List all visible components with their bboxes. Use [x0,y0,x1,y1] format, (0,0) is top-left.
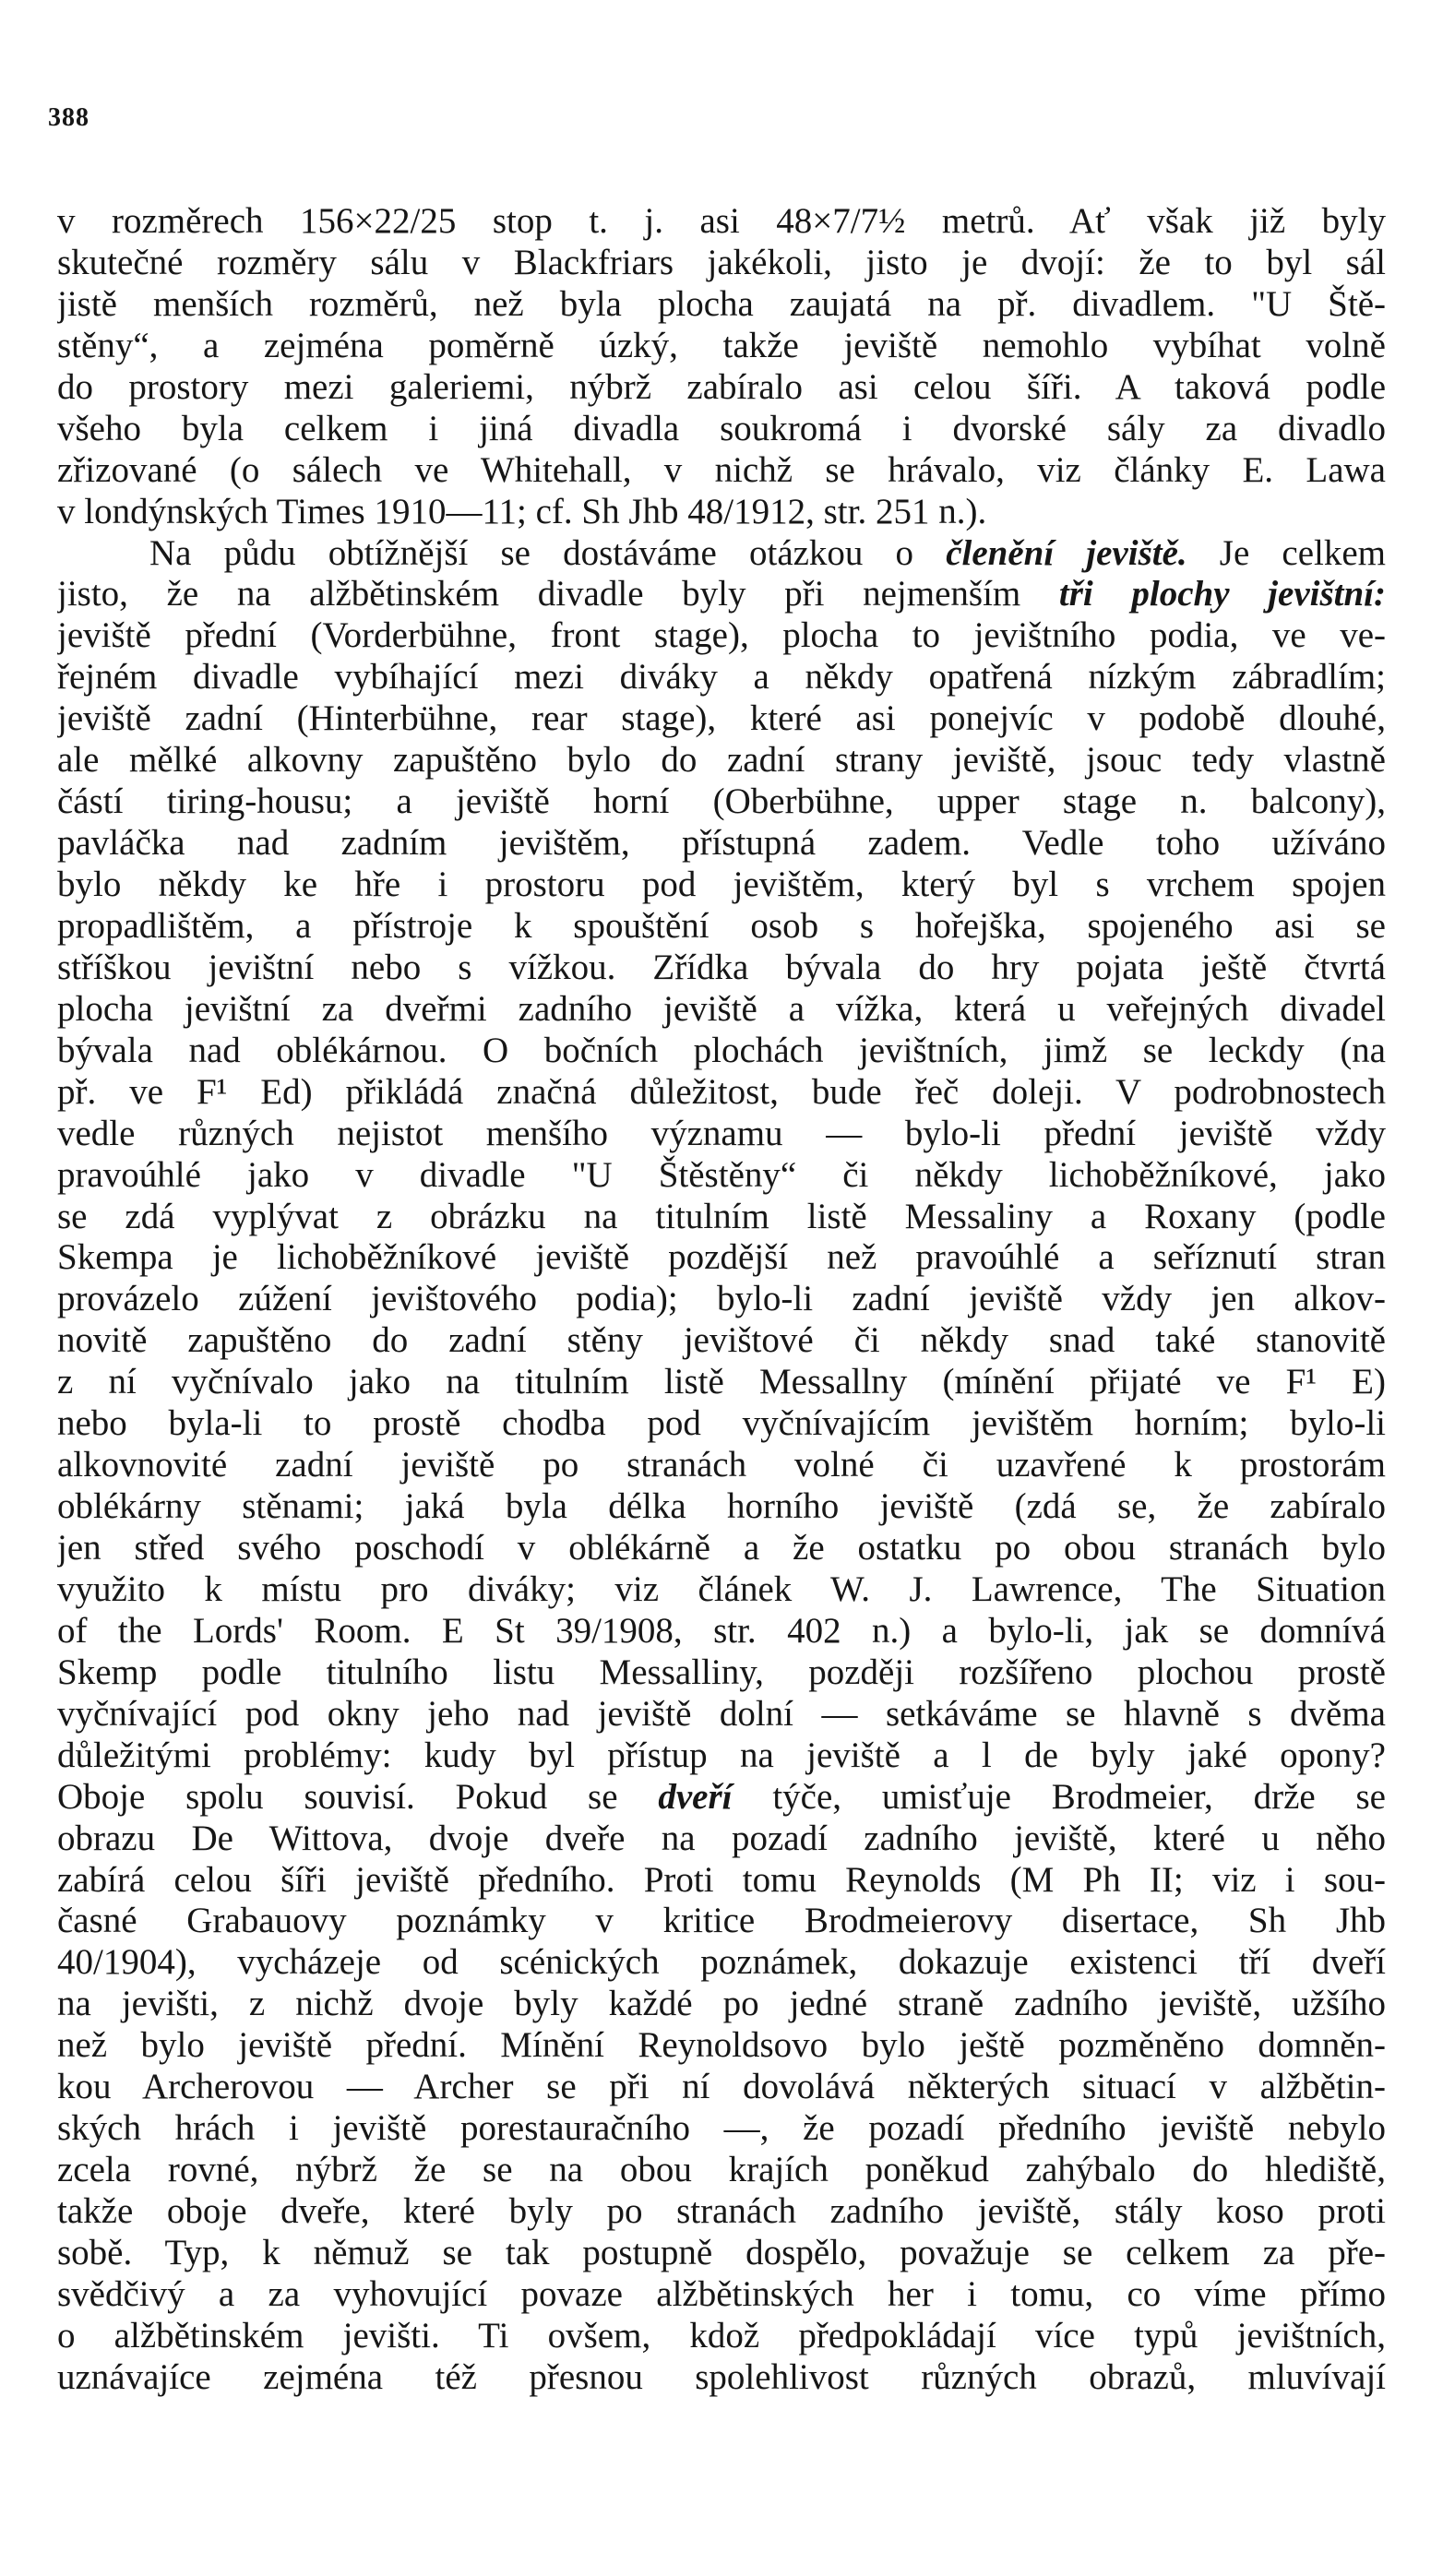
text-line: zřizované (o sálech ve Whitehall, v nichž se hrávalo, viz články E. Lawa [57,449,1386,490]
text-line: provázelo zúžení jevištového podia); bylo-li zadní jeviště vždy jen alkov- [57,1279,1386,1319]
text-line: než bylo jeviště přední. Mínění Reynoldsovo bylo ještě pozměněno domněn- [57,2025,1386,2066]
text-line: jistě menších rozměrů, než byla plocha zaujatá na př. divadlem. "U Ště- [57,283,1386,324]
text-line: časné Grabauovy poznámky v kritice Brodmeierovy disertace, Sh Jhb [57,1901,1386,1941]
text-segment: Je celkem [1187,532,1386,573]
body-text [57,201,1386,2399]
text-line: ale mělké alkovny zapuštěno bylo do zadní strany jeviště, jsouc tedy vlastně [57,740,1386,781]
emphasized-term: dveří [658,1776,733,1817]
text-line: př. ve F¹ Ed) přikládá značná důležitost, bude řeč doleji. V podrobnostech [57,1071,1386,1112]
text-line: alkovnovité zadní jeviště po stranách volné či uzavřené k prostorám [57,1445,1386,1485]
text-line: nebo byla-li to prostě chodba pod vyčnívajícím jevištěm horním; bylo-li [57,1403,1386,1444]
text-line: jen střed svého poschodí v oblékárně a že ostatku po obou stranách bylo [57,1528,1386,1568]
text-line: pavláčka nad zadním jevištěm, přístupná zadem. Vedle toho užíváno [57,823,1386,864]
text-line: bývala nad oblékárnou. O bočních plochách jevištních, jimž se leckdy (na [57,1030,1386,1070]
text-line: uznávajíce zejména též přesnou spolehlivost různých obrazů, mluvívají [57,2356,1386,2397]
text-line: stěny“, a zejména poměrně úzký, takže jeviště nemohlo vybíhat volně [57,325,1386,365]
text-line: zabírá celou šíři jeviště předního. Proti tomu Reynolds (M Ph II; viz i sou- [57,1859,1386,1900]
text-line: Skempa je lichoběžníkové jeviště pozdější než pravoúhlé a seříznutí stran [57,1237,1386,1278]
text-line: důležitými problémy: kudy byl přístup na jeviště a l de byly jaké opony? [57,1735,1386,1775]
text-segment: jisto, že na alžbětinském divadle byly při nejmenším [57,574,1059,614]
text-line: obrazu De Wittova, dvoje dveře na pozadí zadního jeviště, které u něho [57,1818,1386,1858]
page-number: 388 [48,103,89,132]
text-line: využito k místu pro diváky; viz článek W. J. Lawrence, The Situation [57,1568,1386,1609]
text-line [57,1777,1386,1819]
text-line [57,574,1386,615]
text-line: takže oboje dveře, které byly po stranách zadního jeviště, stály koso proti [57,2191,1386,2231]
text-segment: Oboje spolu souvisí. Pokud se [57,1776,659,1817]
text-line: Skemp podle titulního listu Messalliny, později rozšířeno plochou prostě [57,1652,1386,1692]
text-line: sobě. Typ, k němuž se tak postupně dospělo, považuje se celkem za pře- [57,2232,1386,2272]
text-line [57,533,1386,575]
text-line: skutečné rozměry sálu v Blackfriars jakékoli, jisto je dvojí: že to byl sál [57,242,1386,282]
text-line: do prostory mezi galeriemi, nýbrž zabíralo asi celou šíři. A taková podle [57,366,1386,407]
text-line: řejném divadle vybíhající mezi diváky a někdy opatřená nízkým zábradlím; [57,657,1386,698]
text-line: plocha jevištní za dveřmi zadního jeviště a vížka, která u veřejných divadel [57,988,1386,1029]
text-line: v rozměrech 156×22/25 stop t. j. asi 48×7/7½ metrů. Ať však již byly [57,201,1386,241]
text-line: o alžbětinském jevišti. Ti ovšem, kdož předpokládají více typů jevištních, [57,2315,1386,2355]
text-segment: týče, umisťuje Brodmeier, drže se [732,1776,1386,1817]
text-line: vedle různých nejistot menšího významu — bylo-li přední jeviště vždy [57,1113,1386,1153]
text-line: svědčivý a za vyhovující povaze alžbětinských her i tomu, co víme přímo [57,2273,1386,2314]
text-line: jeviště přední (Vorderbühne, front stage), plocha to jevištního podia, ve ve- [57,615,1386,656]
text-line: ských hrách i jeviště porestauračního —, že pozadí předního jeviště nebylo [57,2108,1386,2149]
text-line: jeviště zadní (Hinterbühne, rear stage), které asi ponejvíc v podobě dlouhé, [57,698,1386,739]
text-line: z ní vyčnívalo jako na titulním listě Messallny (mínění přijaté ve F¹ E) [57,1362,1386,1402]
text-line: stříškou jevištní nebo s vížkou. Zřídka bývala do hry pojata ještě čtvrtá [57,947,1386,987]
text-line: bylo někdy ke hře i prostoru pod jevištěm, který byl s vrchem spojen [57,865,1386,904]
text-line: se zdá vyplývat z obrázku na titulním listě Messaliny a Roxany (podle [57,1196,1386,1236]
text-line: kou Archerovou — Archer se při ní dovolává některých situací v alžbětin- [57,2067,1386,2107]
text-line: všeho byla celkem i jiná divadla soukromá i dvorské sály za divadlo [57,408,1386,448]
text-line: vyčnívající pod okny jeho nad jeviště dolní — setkáváme se hlavně s dvěma [57,1693,1386,1734]
emphasized-term: tři plochy jevištní: [1058,574,1386,614]
text-line: částí tiring-housu; a jeviště horní (Oberbühne, upper stage n. balcony), [57,781,1386,822]
emphasized-term: členění jeviště. [946,532,1187,573]
text-line: na jevišti, z nichž dvoje byly každé po jedné straně zadního jeviště, užšího [57,1984,1386,2024]
text-line: propadlištěm, a přístroje k spouštění osob s hořejška, spojeného asi se [57,905,1386,946]
text-line: pravoúhlé jako v divadle "U Štěstěny“ či někdy lichoběžníkové, jako [57,1154,1386,1195]
text-line: v londýnských Times 1910—11; cf. Sh Jhb 48/1912, str. 251 n.). [57,491,987,531]
text-line: 40/1904), vycházeje od scénických poznámek, dokazuje existenci tří dveří [57,1942,1386,1983]
text-segment: Na půdu obtížnější se dostáváme otázkou o [149,532,947,573]
text-line: novitě zapuštěno do zadní stěny jevištové či někdy snad také stanovitě [57,1320,1386,1361]
text-line: oblékárny stěnami; jaká byla délka horního jeviště (zdá se, že zabíralo [57,1486,1386,1527]
text-line: of the Lords' Room. E St 39/1908, str. 402 n.) a bylo-li, jak se domnívá [57,1610,1386,1651]
text-line: zcela rovné, nýbrž že se na obou krajích poněkud zahýbalo do hlediště, [57,2150,1386,2190]
